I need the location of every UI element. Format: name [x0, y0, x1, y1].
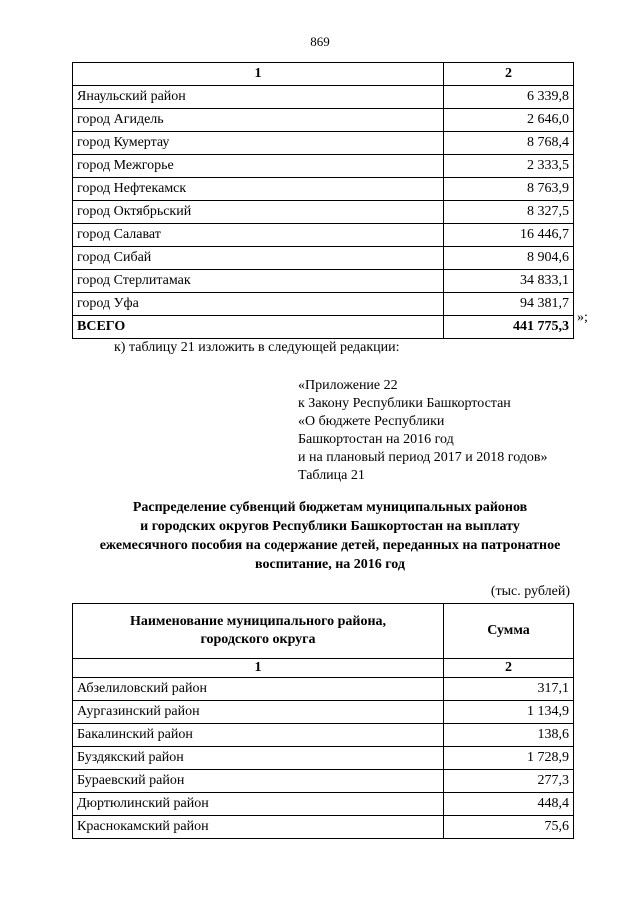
units-label: (тыс. рублей)	[490, 584, 570, 599]
total-label: ВСЕГО	[73, 316, 444, 339]
column-index-row	[73, 659, 574, 678]
subsidy-table-continuation	[72, 62, 574, 339]
row-name: город Октябрьский	[73, 201, 444, 224]
table-row	[73, 678, 574, 701]
row-name: Абзелиловский район	[73, 678, 444, 701]
header-name	[73, 604, 444, 659]
closing-quote-mark: »;	[577, 310, 588, 325]
table-row	[73, 109, 574, 132]
row-value: 8 327,5	[444, 201, 574, 224]
row-name: Янаульский район	[73, 86, 444, 109]
total-value: 441 775,3	[444, 316, 574, 339]
table-row	[73, 747, 574, 770]
table-row	[73, 132, 574, 155]
column-index-2: 2	[444, 659, 574, 678]
column-index-2: 2	[444, 63, 574, 86]
row-name: Бакалинский район	[73, 724, 444, 747]
appendix-line: и на плановый период 2017 и 2018 годов»	[298, 450, 548, 465]
row-name: город Агидель	[73, 109, 444, 132]
title-line: ежемесячного пособия на содержание детей, переданных на патронатное	[99, 538, 561, 553]
table-row	[73, 224, 574, 247]
row-name: Дюртюлинский район	[73, 793, 444, 816]
row-name: Буздякский район	[73, 747, 444, 770]
row-value: 34 833,1	[444, 270, 574, 293]
table-title	[40, 498, 620, 574]
table-header-row	[73, 63, 574, 86]
row-value: 16 446,7	[444, 224, 574, 247]
table-number: Таблица 21	[298, 468, 365, 483]
row-value: 2 646,0	[444, 109, 574, 132]
table-row	[73, 178, 574, 201]
table-row	[73, 270, 574, 293]
page-number: 869	[310, 34, 330, 49]
appendix-line: «О бюджете Республики	[298, 414, 445, 429]
header-name-line: Наименование муниципального района,	[129, 614, 387, 629]
row-name: Аургазинский район	[73, 701, 444, 724]
appendix-line: к Закону Республики Башкортостан	[298, 396, 511, 411]
row-value: 75,6	[444, 816, 574, 839]
row-value: 138,6	[444, 724, 574, 747]
row-value: 8 904,6	[444, 247, 574, 270]
table-row	[73, 816, 574, 839]
appendix-line: «Приложение 22	[298, 378, 398, 393]
column-index-1: 1	[73, 63, 444, 86]
row-name: город Нефтекамск	[73, 178, 444, 201]
row-name: город Кумертау	[73, 132, 444, 155]
subsidy-distribution-table	[72, 603, 574, 839]
table-row	[73, 793, 574, 816]
row-name: Краснокамский район	[73, 816, 444, 839]
row-value: 8 763,9	[444, 178, 574, 201]
header-name-line: городского округа	[200, 632, 316, 647]
row-value: 6 339,8	[444, 86, 574, 109]
row-name: город Салават	[73, 224, 444, 247]
row-value: 1 134,9	[444, 701, 574, 724]
table-row	[73, 724, 574, 747]
row-value: 448,4	[444, 793, 574, 816]
title-line: и городских округов Республики Башкортостан на выплату	[140, 519, 520, 534]
title-line: Распределение субвенций бюджетам муниципальных районов	[132, 500, 528, 515]
table-row	[73, 770, 574, 793]
row-name: город Стерлитамак	[73, 270, 444, 293]
appendix-line: Башкортостан на 2016 год	[298, 432, 454, 447]
row-value: 277,3	[444, 770, 574, 793]
table-row	[73, 86, 574, 109]
row-value: 317,1	[444, 678, 574, 701]
row-value: 2 333,5	[444, 155, 574, 178]
row-value: 94 381,7	[444, 293, 574, 316]
row-name: город Межгорье	[73, 155, 444, 178]
table-row	[73, 701, 574, 724]
table-header-row	[73, 604, 574, 659]
amendment-instruction: к) таблицу 21 изложить в следующей редакции:	[114, 340, 400, 355]
table-row	[73, 293, 574, 316]
row-value: 1 728,9	[444, 747, 574, 770]
row-name: город Сибай	[73, 247, 444, 270]
column-index-1: 1	[73, 659, 444, 678]
row-name: город Уфа	[73, 293, 444, 316]
title-line: воспитание, на 2016 год	[255, 557, 405, 572]
header-sum: Сумма	[444, 604, 574, 659]
table-row	[73, 155, 574, 178]
table-row	[73, 201, 574, 224]
total-row	[73, 316, 574, 339]
row-value: 8 768,4	[444, 132, 574, 155]
appendix-reference	[298, 377, 548, 485]
table-row	[73, 247, 574, 270]
row-name: Бураевский район	[73, 770, 444, 793]
